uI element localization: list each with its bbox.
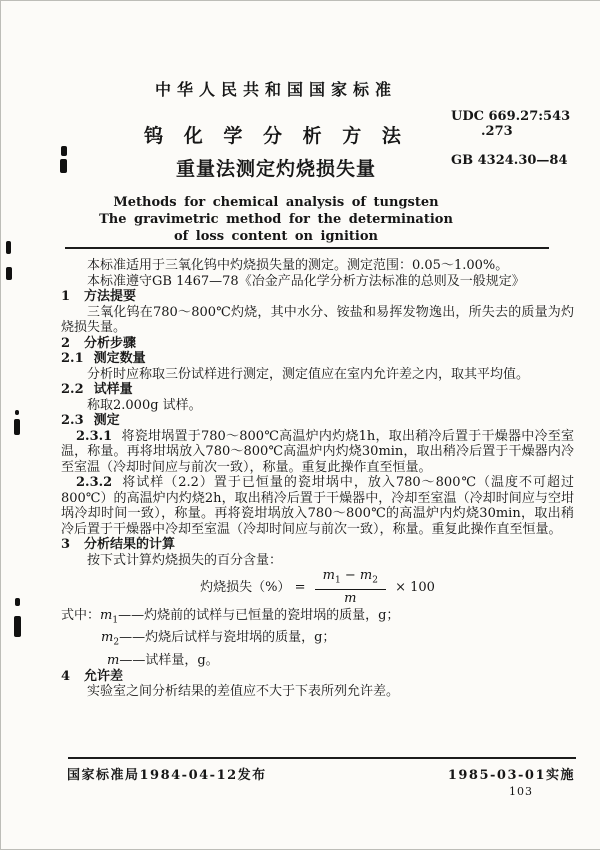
definition-row-3 bbox=[61, 652, 574, 669]
step-text: 将瓷坩埚置于780～800℃高温炉内灼烧1h，取出稍冷后置于干燥器中冷至室温，称量。再将坩埚放入780～800℃高温炉内灼烧30min，取出稍冷后置于干燥器内冷至室温（冷却时间应与前次一致），称量。重复此操作直至恒量。 bbox=[61, 428, 574, 475]
section-3-heading bbox=[61, 537, 574, 553]
definition-row-2 bbox=[61, 629, 574, 652]
definition-dash: —— bbox=[119, 652, 146, 668]
section-number: 4 bbox=[61, 668, 71, 684]
section-4-heading bbox=[61, 669, 574, 685]
section-2-3-1-paragraph bbox=[61, 429, 574, 476]
definition-row-1 bbox=[61, 607, 574, 630]
equals-sign: = bbox=[294, 579, 306, 595]
subscript-2: 2 bbox=[372, 575, 378, 586]
definition-text: 灼烧后试样与瓷坩埚的质量，g； bbox=[145, 630, 336, 646]
section-2-3-heading bbox=[61, 413, 574, 429]
formula-fraction bbox=[315, 568, 386, 607]
formula-lhs: 灼烧损失（%） bbox=[200, 579, 291, 595]
section-title: 允许差 bbox=[84, 668, 124, 684]
udc-number-line2: .273 bbox=[481, 124, 513, 139]
udc-number-line1: UDC 669.27:543 bbox=[451, 109, 571, 124]
section-title: 测定 bbox=[93, 413, 120, 428]
section-number: 2.3 bbox=[61, 413, 84, 428]
fraction-denominator bbox=[315, 589, 386, 607]
footer-divider-rule bbox=[68, 757, 576, 759]
section-2-1-heading bbox=[61, 351, 574, 367]
scan-ink-mark bbox=[6, 267, 12, 280]
step-number: 2.3.1 bbox=[76, 428, 113, 444]
scan-ink-mark bbox=[6, 241, 11, 254]
minus-sign: − bbox=[344, 568, 356, 583]
header-divider-rule bbox=[65, 247, 549, 249]
reference-paragraph: 本标准遵守GB 1467—78《冶金产品化学分析方法标准的总则及一般规定》 bbox=[87, 273, 525, 289]
document-body bbox=[61, 258, 574, 700]
definition-dash: —— bbox=[118, 607, 145, 623]
section-1-heading bbox=[61, 289, 574, 305]
issue-date-text: 国家标准局1984-04-12发布 bbox=[67, 768, 267, 783]
document-title-cn-line2: 重量法测定灼烧损失量 bbox=[175, 158, 376, 180]
section-number: 3 bbox=[61, 537, 71, 552]
section-2-2-heading bbox=[61, 382, 574, 398]
section-1-paragraph: 三氧化钨在780～800℃灼烧，其中水分、铵盐和易挥发物逸出，所失去的质量为灼烧损失量。 bbox=[61, 304, 574, 335]
subscript-2: 2 bbox=[113, 637, 120, 648]
document-title-en bbox=[56, 194, 496, 245]
subscript-1: 1 bbox=[334, 575, 341, 586]
section-number: 2.1 bbox=[61, 351, 84, 366]
udc-classification-block bbox=[451, 109, 570, 168]
implementation-date-text: 1985-03-01实施 bbox=[447, 768, 575, 783]
document-title-cn-line1: 钨 化 学 分 析 方 法 bbox=[144, 125, 408, 147]
scope-paragraph: 本标准适用于三氧化钨中灼烧损失量的测定。测定范围：0.05～1.00%。 bbox=[87, 258, 509, 273]
scan-ink-mark bbox=[15, 598, 20, 606]
variable-m1: m bbox=[100, 607, 113, 623]
document-header bbox=[56, 77, 496, 245]
fraction-numerator bbox=[315, 568, 386, 584]
subscript-1: 1 bbox=[112, 615, 119, 626]
section-title: 试样量 bbox=[93, 382, 133, 397]
section-number: 2 bbox=[61, 335, 71, 351]
definitions-prefix: 式中： bbox=[61, 607, 101, 623]
formula-definitions bbox=[61, 607, 574, 669]
definition-text: 灼烧前的试样与已恒量的瓷坩埚的质量，g； bbox=[144, 607, 400, 623]
section-2-1-paragraph: 分析时应称取三份试样进行测定，测定值应在室内允许差之内，取其平均值。 bbox=[87, 366, 530, 382]
title-en-line2: The gravimetric method for the determination bbox=[99, 212, 453, 227]
step-text: 将试样（2.2）置于已恒量的瓷坩埚中，放入780～800℃（温度不可超过800℃）的高温炉内灼烧2h，取出稍冷后置于干燥器中，冷却至室温（冷却时间应与空坩埚冷却时间一致），称量。再将瓷坩埚放入780～800℃的高温炉内灼烧30min，取出稍冷后置于干燥器中冷却至室温（冷却时间应与前次一致），称量。重复此操作直至恒量。 bbox=[61, 475, 574, 537]
definition-text: 试样量，g。 bbox=[145, 652, 219, 668]
section-title: 方法提要 bbox=[84, 289, 137, 304]
title-en-line3: of loss content on ignition bbox=[174, 229, 378, 244]
section-title: 分析结果的计算 bbox=[84, 537, 176, 552]
standard-code: GB 4324.30—84 bbox=[451, 153, 568, 168]
standard-org-title: 中华人民共和国国家标准 bbox=[154, 80, 397, 99]
scan-ink-mark bbox=[15, 410, 19, 415]
section-title: 测定数量 bbox=[93, 351, 146, 366]
section-2-2-paragraph: 称取2.000g 试样。 bbox=[87, 397, 202, 413]
variable-m: m bbox=[344, 591, 357, 607]
variable-m: m bbox=[107, 652, 120, 668]
section-2-3-2-paragraph bbox=[61, 475, 574, 537]
section-4-paragraph: 实验室之间分析结果的差值应不大于下表所列允许差。 bbox=[87, 684, 400, 700]
scan-ink-mark bbox=[14, 616, 21, 637]
section-title: 分析步骤 bbox=[84, 335, 137, 351]
section-number: 2.2 bbox=[61, 382, 84, 397]
section-2-heading bbox=[61, 336, 574, 352]
section-number: 1 bbox=[61, 289, 71, 304]
formula-lead-paragraph: 按下式计算灼烧损失的百分含量： bbox=[87, 552, 283, 568]
scan-ink-mark bbox=[14, 419, 20, 435]
loss-on-ignition-formula bbox=[61, 568, 574, 607]
variable-m1: m bbox=[322, 568, 335, 583]
page-number: 103 bbox=[509, 785, 533, 798]
definition-dash: —— bbox=[119, 630, 146, 646]
variable-m2: m bbox=[101, 630, 114, 646]
step-number: 2.3.2 bbox=[76, 475, 113, 490]
variable-m2: m bbox=[359, 568, 373, 583]
title-en-line1: Methods for chemical analysis of tungsten bbox=[113, 195, 439, 210]
formula-multiplier: × 100 bbox=[395, 579, 435, 595]
